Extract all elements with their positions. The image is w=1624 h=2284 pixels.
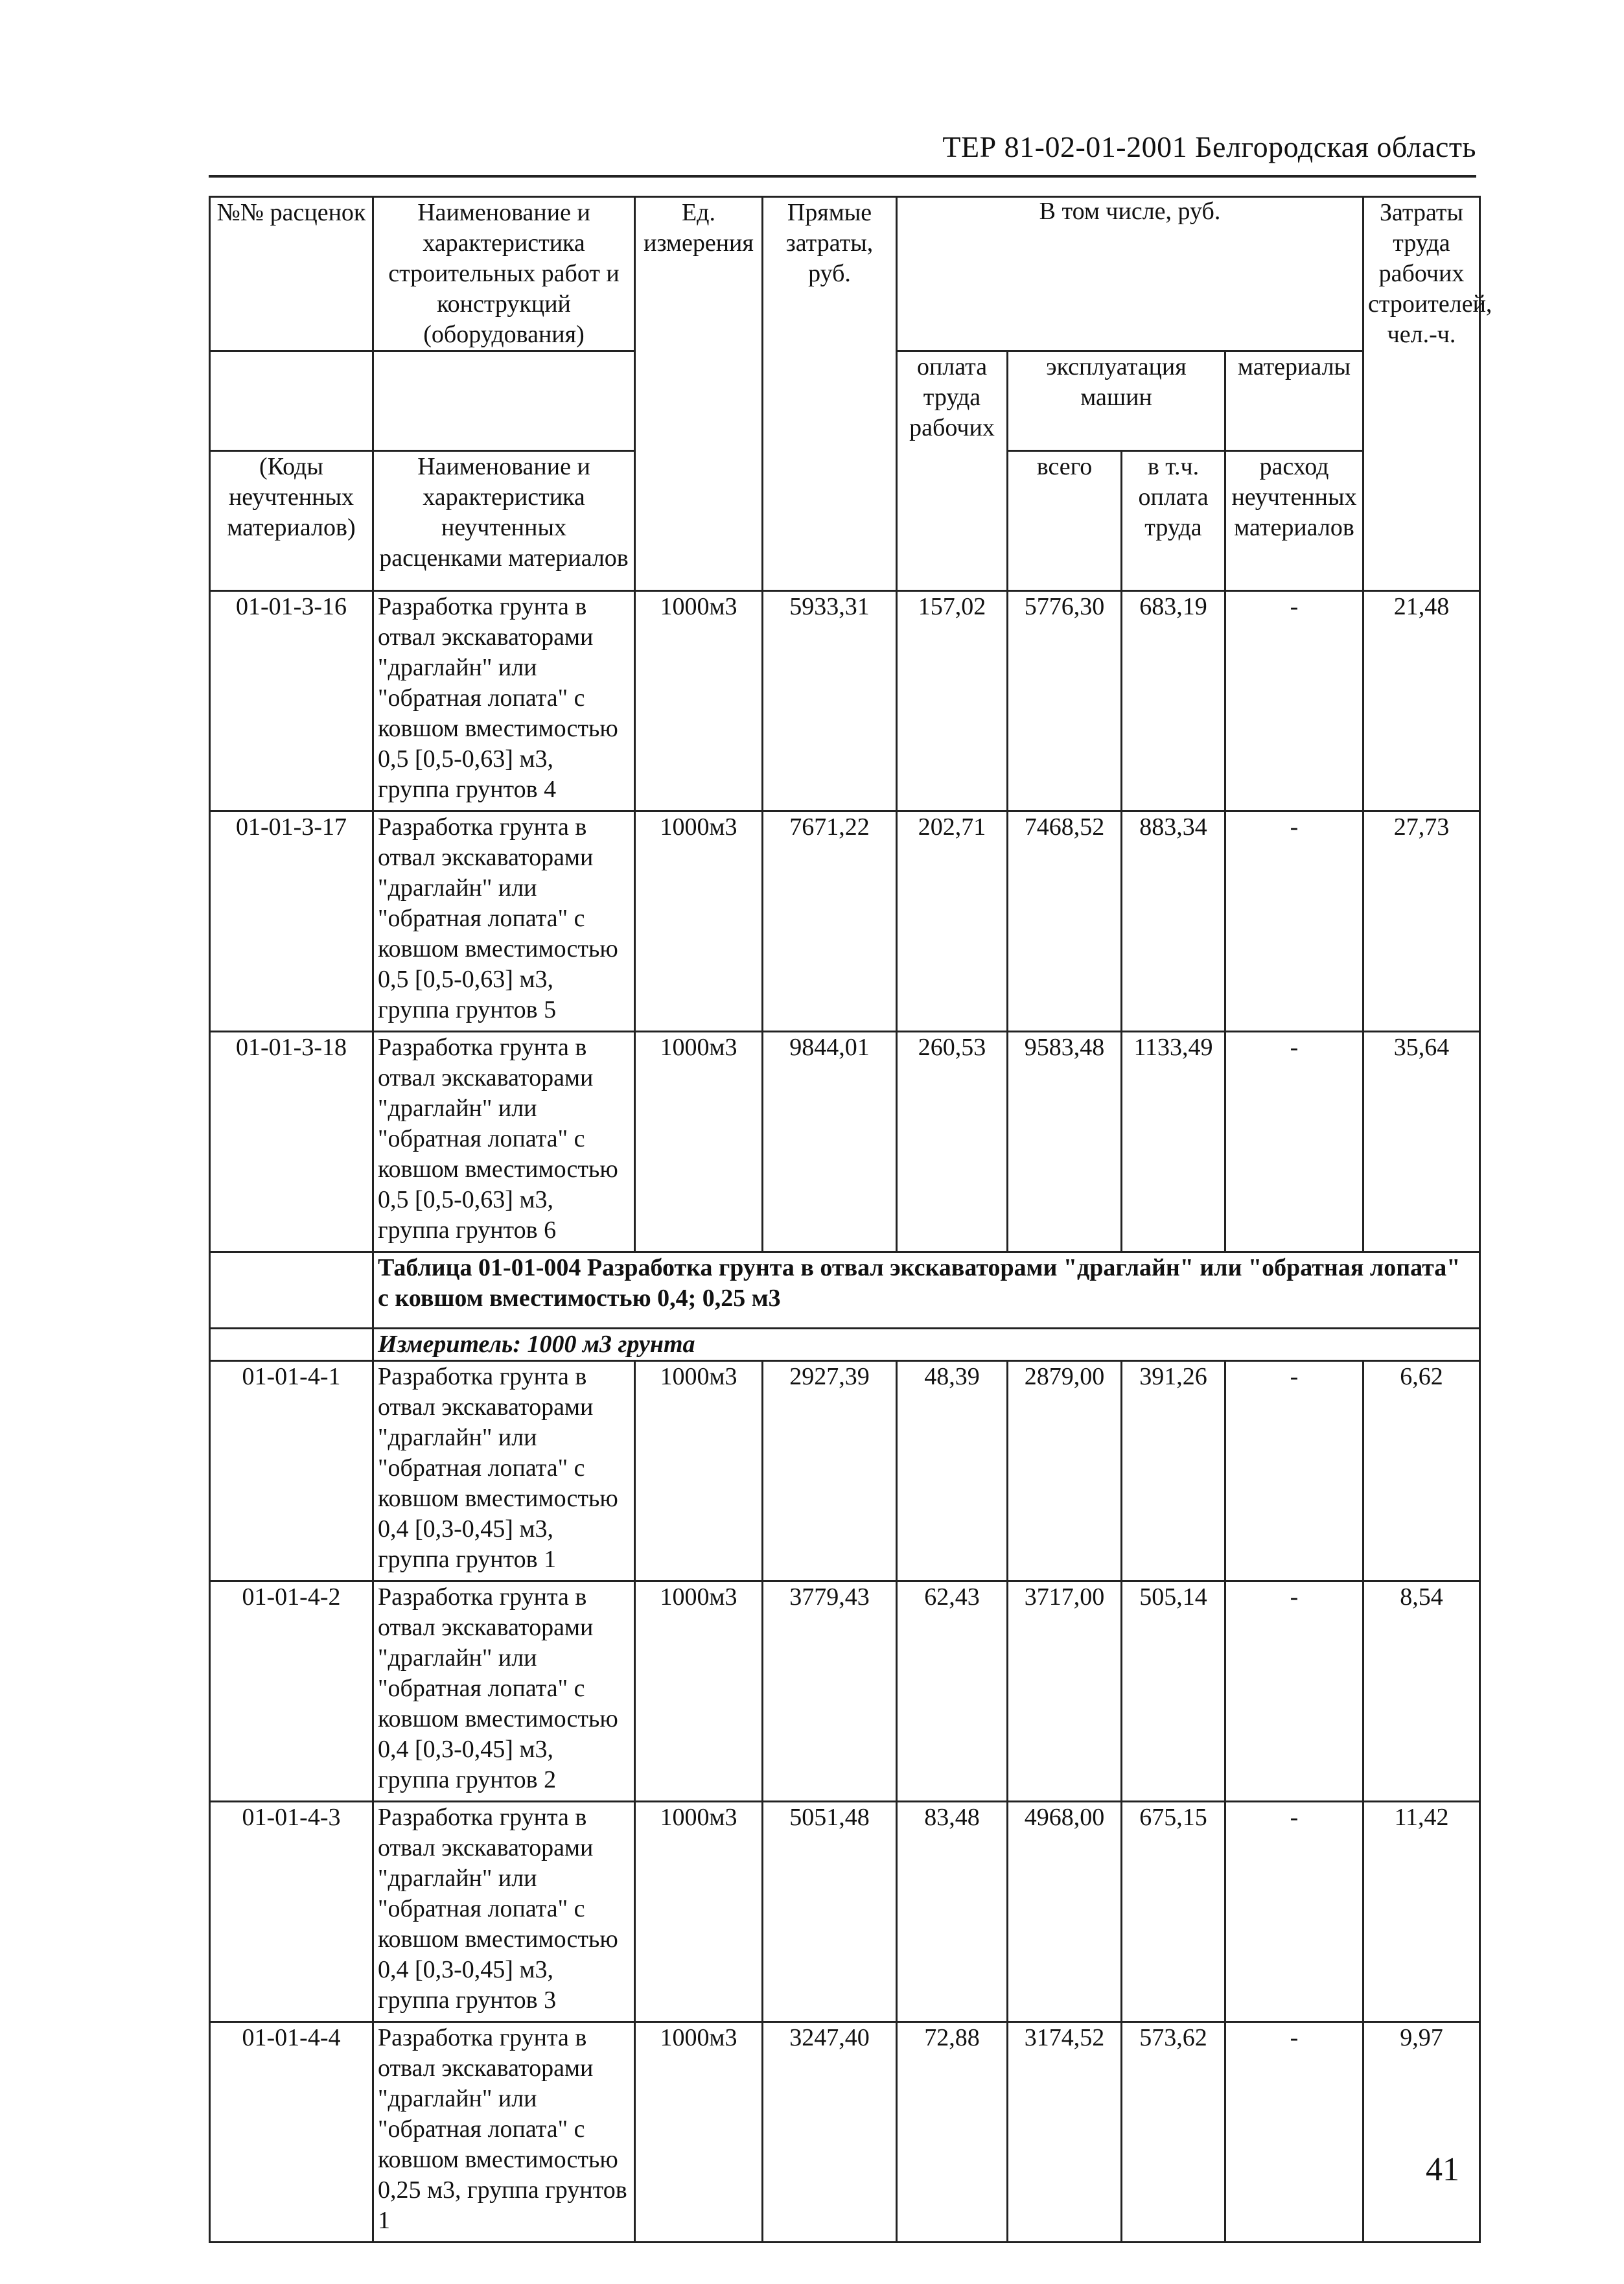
unit-cell: 1000м3 — [635, 1032, 763, 1252]
work-description: Разработка грунта в отвал экскаваторами "драглайн" или "обратная лопата" с ковшом вместимостью 0,4 [0,3-0,45] м3, группа грунтов 2 — [373, 1581, 635, 1802]
rate-code: 01-01-4-3 — [210, 1802, 373, 2022]
labor-pay-cell: 202,71 — [897, 811, 1008, 1032]
machines-labor-cell: 883,34 — [1122, 811, 1225, 1032]
labor-cost-cell: 11,42 — [1363, 1802, 1480, 2022]
rate-code: 01-01-3-18 — [210, 1032, 373, 1252]
work-description: Разработка грунта в отвал экскаваторами "драглайн" или "обратная лопата" с ковшом вместимостью 0,4 [0,3-0,45] м3, группа грунтов 3 — [373, 1802, 635, 2022]
col-direct-costs: Прямые затраты, руб. — [763, 197, 897, 591]
work-description: Разработка грунта в отвал экскаваторами "драглайн" или "обратная лопата" с ковшом вместимостью 0,4 [0,3-0,45] м3, группа грунтов 1 — [373, 1361, 635, 1581]
machines-total-cell: 3717,00 — [1008, 1581, 1122, 1802]
col-unit: Ед. измерения — [635, 197, 763, 591]
materials-cell: - — [1225, 1361, 1363, 1581]
rate-code: 01-01-4-4 — [210, 2022, 373, 2243]
direct-cost-cell: 2927,39 — [763, 1361, 897, 1581]
machines-labor-cell: 505,14 — [1122, 1581, 1225, 1802]
page-number: 41 — [1426, 2151, 1459, 2188]
col-name-spacer — [373, 351, 635, 451]
work-description: Разработка грунта в отвал экскаваторами "драглайн" или "обратная лопата" с ковшом вместимостью 0,25 м3, группа грунтов 1 — [373, 2022, 635, 2243]
direct-cost-cell: 5051,48 — [763, 1802, 897, 2022]
labor-pay-cell: 157,02 — [897, 591, 1008, 811]
rates-table — [209, 196, 1492, 2243]
materials-cell: - — [1225, 1581, 1363, 1802]
machines-labor-cell: 675,15 — [1122, 1802, 1225, 2022]
materials-cell: - — [1225, 2022, 1363, 2243]
materials-cell: - — [1225, 591, 1363, 811]
rate-code: 01-01-3-17 — [210, 811, 373, 1032]
col-including-group: В том числе, руб. — [897, 197, 1363, 351]
direct-cost-cell: 5933,31 — [763, 591, 897, 811]
table-row — [210, 1032, 1480, 1252]
unit-cell: 1000м3 — [635, 1361, 763, 1581]
col-code-top: №№ расценок — [210, 197, 373, 351]
work-description: Разработка грунта в отвал экскаваторами "драглайн" или "обратная лопата" с ковшом вместимостью 0,5 [0,5-0,63] м3, группа грунтов 4 — [373, 591, 635, 811]
meter-row — [210, 1329, 1480, 1361]
col-labor-cost: Затраты труда рабочих строителей, чел.-ч. — [1363, 197, 1480, 591]
col-machines: эксплуатация машин — [1008, 351, 1225, 451]
meter-label: Измеритель: 1000 м3 грунта — [373, 1329, 1480, 1361]
table-row — [210, 2022, 1480, 2243]
col-name-bottom: Наименование и характеристика неучтенных расценками материалов — [373, 451, 635, 591]
col-name-top: Наименование и характеристика строительных работ и конструкций (оборудования) — [373, 197, 635, 351]
machines-total-cell: 3174,52 — [1008, 2022, 1122, 2243]
meter-spacer — [210, 1329, 373, 1361]
direct-cost-cell: 9844,01 — [763, 1032, 897, 1252]
col-code-spacer — [210, 351, 373, 451]
materials-cell: - — [1225, 1802, 1363, 2022]
machines-total-cell: 7468,52 — [1008, 811, 1122, 1032]
document-header: ТЕР 81-02-01-2001 Белгородская область — [942, 130, 1476, 163]
col-machines-labor: в т.ч. оплата труда — [1122, 451, 1225, 591]
direct-cost-cell: 3779,43 — [763, 1581, 897, 1802]
machines-total-cell: 2879,00 — [1008, 1361, 1122, 1581]
table-row — [210, 811, 1480, 1032]
unit-cell: 1000м3 — [635, 591, 763, 811]
rate-code: 01-01-4-1 — [210, 1361, 373, 1581]
table-row — [210, 591, 1480, 811]
table-caption-row — [210, 1252, 1480, 1329]
table-header-row-1 — [210, 197, 1480, 351]
col-labor-pay: оплата труда рабочих — [897, 351, 1008, 591]
machines-labor-cell: 573,62 — [1122, 2022, 1225, 2243]
labor-cost-cell: 27,73 — [1363, 811, 1480, 1032]
unit-cell: 1000м3 — [635, 1802, 763, 2022]
labor-pay-cell: 62,43 — [897, 1581, 1008, 1802]
table-row — [210, 1581, 1480, 1802]
machines-labor-cell: 1133,49 — [1122, 1032, 1225, 1252]
unit-cell: 1000м3 — [635, 811, 763, 1032]
work-description: Разработка грунта в отвал экскаваторами "драглайн" или "обратная лопата" с ковшом вместимостью 0,5 [0,5-0,63] м3, группа грунтов 6 — [373, 1032, 635, 1252]
labor-cost-cell: 6,62 — [1363, 1361, 1480, 1581]
labor-cost-cell: 35,64 — [1363, 1032, 1480, 1252]
col-code-bottom: (Коды неучтенных материалов) — [210, 451, 373, 591]
unit-cell: 1000м3 — [635, 2022, 763, 2243]
materials-cell: - — [1225, 811, 1363, 1032]
rate-code: 01-01-4-2 — [210, 1581, 373, 1802]
labor-pay-cell: 48,39 — [897, 1361, 1008, 1581]
table-row — [210, 1802, 1480, 2022]
labor-pay-cell: 260,53 — [897, 1032, 1008, 1252]
labor-pay-cell: 72,88 — [897, 2022, 1008, 2243]
col-materials: материалы — [1225, 351, 1363, 451]
col-unaccounted: расход неучтенных материалов — [1225, 451, 1363, 591]
machines-total-cell: 9583,48 — [1008, 1032, 1122, 1252]
direct-cost-cell: 3247,40 — [763, 2022, 897, 2243]
machines-labor-cell: 683,19 — [1122, 591, 1225, 811]
caption-spacer — [210, 1252, 373, 1329]
unit-cell: 1000м3 — [635, 1581, 763, 1802]
rate-code: 01-01-3-16 — [210, 591, 373, 811]
direct-cost-cell: 7671,22 — [763, 811, 897, 1032]
work-description: Разработка грунта в отвал экскаваторами "драглайн" или "обратная лопата" с ковшом вместимостью 0,5 [0,5-0,63] м3, группа грунтов 5 — [373, 811, 635, 1032]
header-rule — [209, 175, 1476, 178]
labor-cost-cell: 8,54 — [1363, 1581, 1480, 1802]
labor-cost-cell: 21,48 — [1363, 591, 1480, 811]
machines-total-cell: 4968,00 — [1008, 1802, 1122, 2022]
labor-cost-cell: 9,97 — [1363, 2022, 1480, 2243]
machines-total-cell: 5776,30 — [1008, 591, 1122, 811]
materials-cell: - — [1225, 1032, 1363, 1252]
table-row — [210, 1361, 1480, 1581]
col-machines-total: всего — [1008, 451, 1122, 591]
labor-pay-cell: 83,48 — [897, 1802, 1008, 2022]
table-caption: Таблица 01-01-004 Разработка грунта в отвал экскаваторами "драглайн" или "обратная лопата" с ковшом вместимостью 0,4; 0,25 м3 — [373, 1252, 1480, 1329]
machines-labor-cell: 391,26 — [1122, 1361, 1225, 1581]
